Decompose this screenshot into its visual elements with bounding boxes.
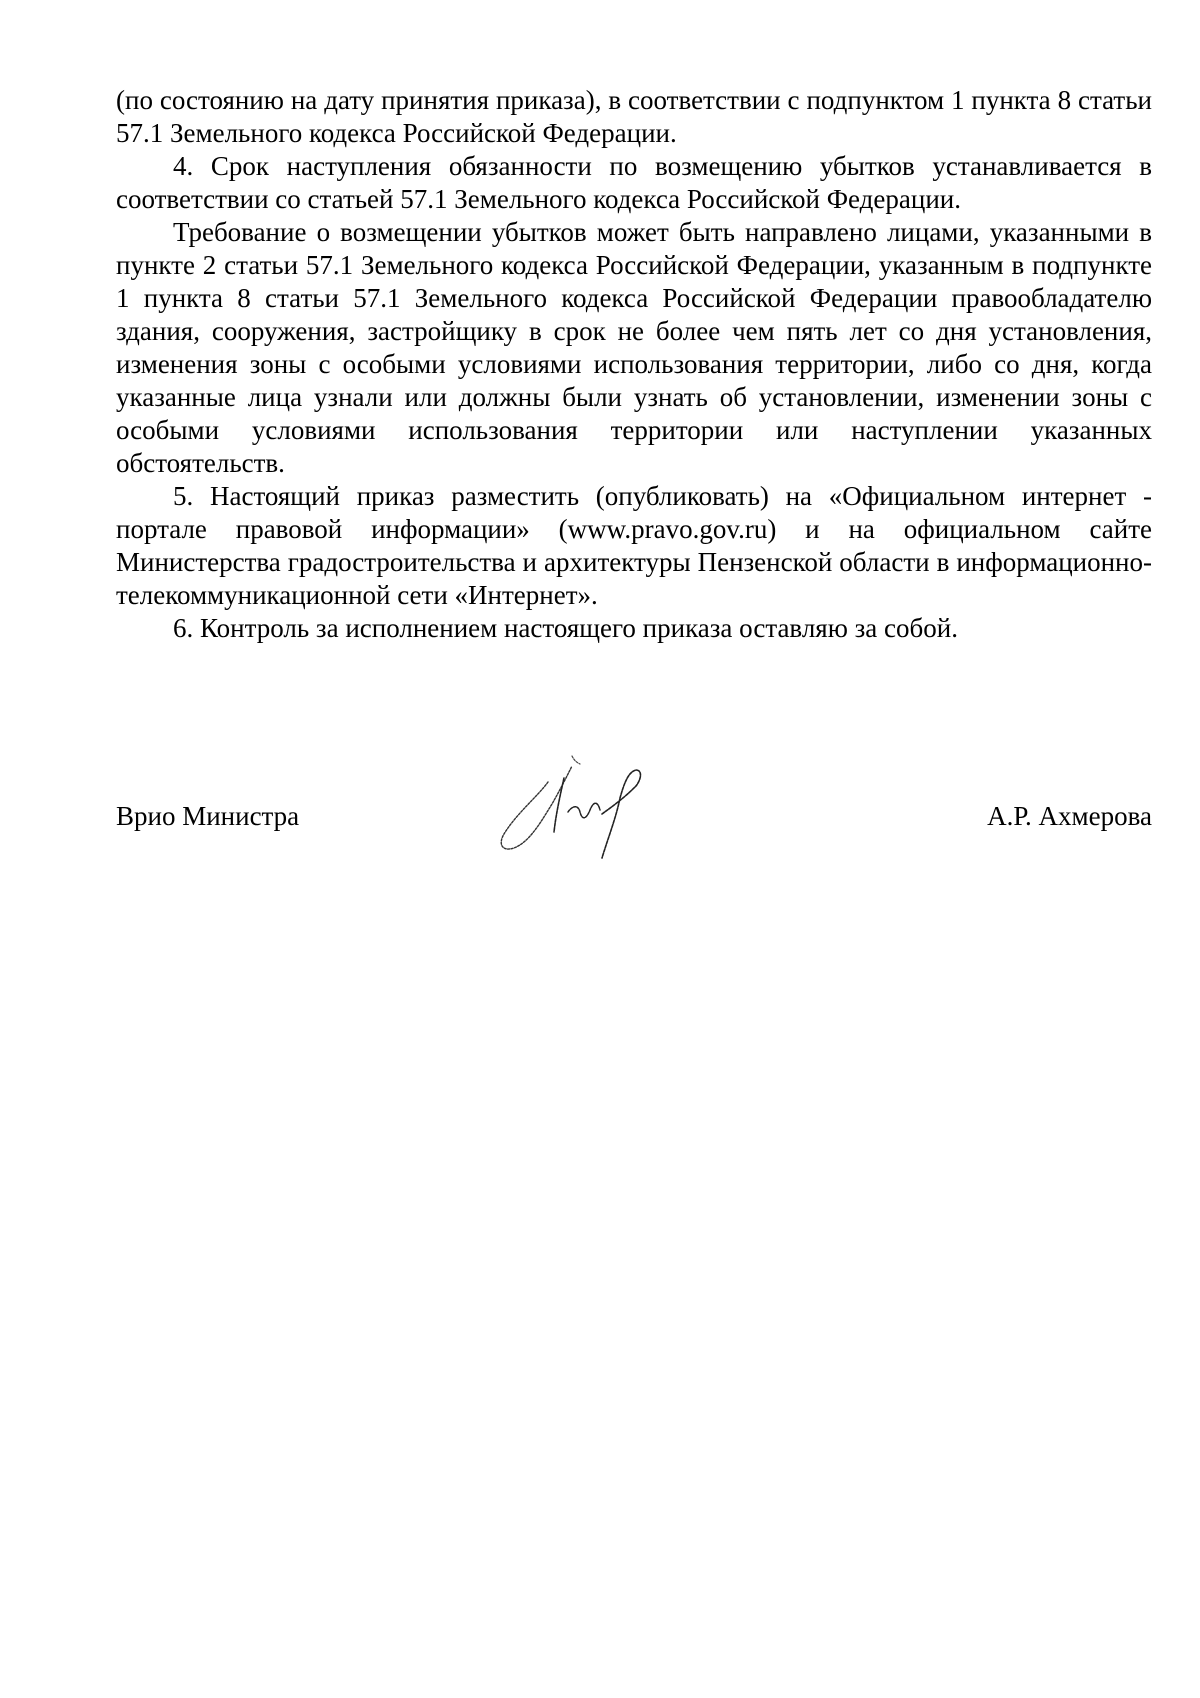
paragraph-continuation: (по состоянию на дату принятия приказа), в соответствии с подпунктом 1 пункта 8 статьи 57.1 Земельного кодекса Российской Федерации. [116,85,1152,148]
paragraph-item-6: 6. Контроль за исполнением настоящего приказа оставляю за собой. [173,613,958,643]
paragraph-item-5: 5. Настоящий приказ разместить (опубликовать) на «Официальном интернет - портале правовой информации» (www.pravo.gov.ru) и на официальном сайте Министерства градостроительства и архитектуры Пензенской области в информационно-телекоммуникационной сети «Интернет». [116,481,1152,610]
handwritten-signature [490,748,658,876]
signatory-position: Врио Министра [116,801,300,831]
paragraph-damage-claim: Требование о возмещении убытков может быть направлено лицами, указанными в пункте 2 статьи 57.1 Земельного кодекса Российской Федерации, указанным в подпункте 1 пункта 8 статьи 57.1 Земельного кодекса Российской Федерации правообладателю здания, сооружения, застройщику в срок не более чем пять лет со дня установления, изменения зоны с особыми условиями использования территории, либо со дня, когда указанные лица узнали или должны были узнать об установлении, изменении зоны с особыми условиями использования территории или наступлении указанных обстоятельств. [116,217,1152,478]
document-body [116,84,1152,645]
signature-block [116,790,1152,910]
paragraph-item-4: 4. Срок наступления обязанности по возмещению убытков устанавливается в соответствии со статьей 57.1 Земельного кодекса Российской Федерации. [116,151,1152,214]
signatory-name: А.Р. Ахмерова [987,801,1152,831]
